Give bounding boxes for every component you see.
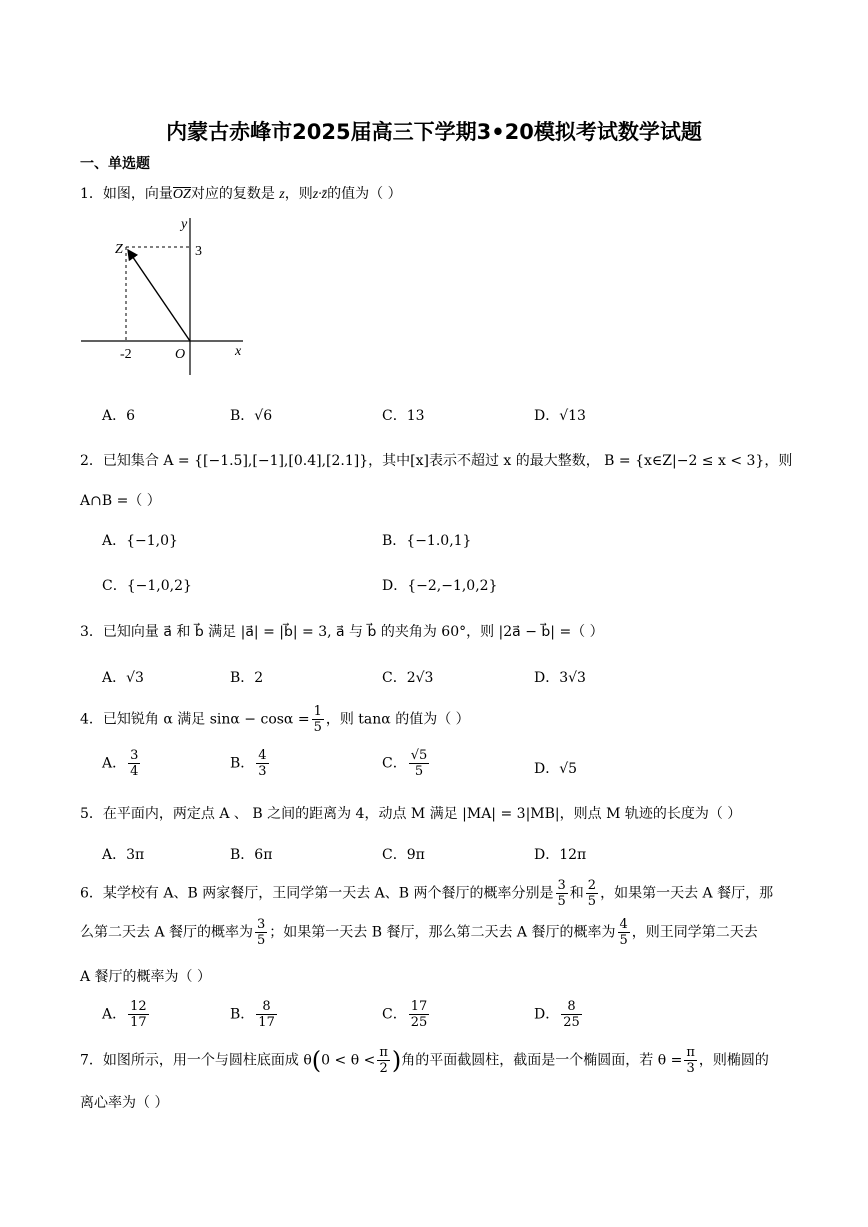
q5-option-a[interactable]: A．3π — [102, 847, 145, 863]
label-x: x — [235, 344, 242, 359]
vector-arrow — [128, 250, 190, 341]
section-heading: 一、单选题 — [80, 156, 150, 172]
q1-option-a[interactable]: A．6 — [102, 408, 136, 424]
question-2-line2: A∩B =（ ） — [80, 493, 161, 509]
q5-option-c[interactable]: C．9π — [382, 847, 425, 863]
q4-prefix: 4．已知锐角 α 满足 sinα − cosα = — [80, 711, 310, 728]
question-4 — [80, 704, 470, 735]
question-2-line1: 2．已知集合 A = {[−1.5],[−1],[0.4],[2.1]}，其中[x]表示不超过 x 的最大整数， B = {x∈Z|−2 ≤ x < 3}，则 — [80, 453, 793, 469]
q4-option-b[interactable]: B． $\frac{4}{3}$ — [230, 748, 267, 779]
q2-option-a[interactable]: A．{−1,0} — [102, 533, 178, 549]
question-6-line2: 么第二天去 A 餐厅的概率为 $\frac{3}{5}$ ；如果第一天去 B 餐厅，那么第二天去 A 餐厅的概率为 $\frac{4}{5}$ ，则王同学第二天去 — [80, 917, 758, 948]
q1-z: z — [279, 187, 285, 202]
q5-option-d[interactable]: D．12π — [534, 847, 587, 863]
q3-option-b[interactable]: B．2 — [230, 670, 264, 686]
label-neg2: -2 — [120, 347, 132, 362]
q1-expr: z·z̄ — [312, 187, 328, 202]
question-6-line3: A 餐厅的概率为（ ） — [80, 969, 212, 985]
q4-option-a[interactable]: A． $\frac{3}{4}$ — [102, 748, 139, 779]
label-3: 3 — [195, 244, 202, 259]
q1-option-b[interactable]: B．√6 — [230, 408, 273, 424]
question-6-line1: 6．某学校有 A、B 两家餐厅，王同学第一天去 A、B 两个餐厅的概率分别是 $\frac{3}{5}$ 和 $\frac{2}{5}$ ，如果第一天去 A 餐厅，那 — [80, 878, 774, 909]
q4-option-c[interactable]: C． $\frac{√5}{5}$ — [382, 748, 428, 779]
label-z: Z — [115, 242, 123, 257]
q4-post: ，则 tanα 的值为（ ） — [325, 711, 470, 728]
q1-end: 的值为（ ） — [327, 186, 402, 202]
question-7-line2: 离心率为（ ） — [80, 1095, 169, 1111]
q2-option-c[interactable]: C．{−1,0,2} — [102, 578, 192, 594]
page-title: 内蒙古赤峰市2025届高三下学期3•20模拟考试数学试题 — [166, 120, 702, 144]
label-y: y — [181, 217, 188, 232]
q6-option-a[interactable]: A． $\frac{12}{17}$ — [102, 999, 147, 1030]
q4-option-d[interactable]: D．√5 — [534, 761, 578, 777]
q3-option-a[interactable]: A．√3 — [102, 670, 144, 686]
q1-vector-oz: OZ — [172, 187, 191, 202]
q1-post: ，则 — [284, 186, 313, 202]
q1-option-d[interactable]: D．√13 — [534, 408, 586, 424]
q6-option-b[interactable]: B． $\frac{8}{17}$ — [230, 999, 275, 1030]
q4-fraction: $\frac{1}{5}$ — [313, 704, 322, 735]
question-3: 3．已知向量 a⃗ 和 b⃗ 满足 |a⃗| = |b⃗| = 3, a⃗ 与 b⃗ 的夹角为 60°，则 |2a⃗ − b⃗| =（ ） — [80, 624, 604, 640]
q3-option-c[interactable]: C．2√3 — [382, 670, 434, 686]
label-o: O — [175, 347, 186, 362]
q1-mid: 对应的复数是 — [190, 186, 275, 202]
q6-option-c[interactable]: C． $\frac{17}{25}$ — [382, 999, 428, 1030]
q3-option-d[interactable]: D．3√3 — [534, 670, 586, 686]
q1-option-c[interactable]: C．13 — [382, 408, 425, 424]
question-1 — [80, 183, 402, 203]
q2-option-d[interactable]: D．{−2,−1,0,2} — [382, 578, 498, 594]
q1-prefix: 1．如图，向量 — [80, 186, 173, 202]
q2-option-b[interactable]: B．{−1.0,1} — [382, 533, 472, 549]
q6-option-d[interactable]: D． $\frac{8}{25}$ — [534, 999, 580, 1030]
q1-figure — [78, 210, 253, 382]
question-5: 5．在平面内，两定点 A 、 B 之间的距离为 4，动点 M 满足 |MA| = 3|MB|，则点 M 轨迹的长度为（ ） — [80, 806, 742, 822]
question-7-line1: 7．如图所示，用一个与圆柱底面成 θ(0 < θ < $\frac{\pi}{2}$ )角的平面截圆柱，截面是一个椭圆面，若 θ = $\frac{\pi}{3}$ ，则椭圆的 — [80, 1045, 769, 1076]
q5-option-b[interactable]: B．6π — [230, 847, 273, 863]
